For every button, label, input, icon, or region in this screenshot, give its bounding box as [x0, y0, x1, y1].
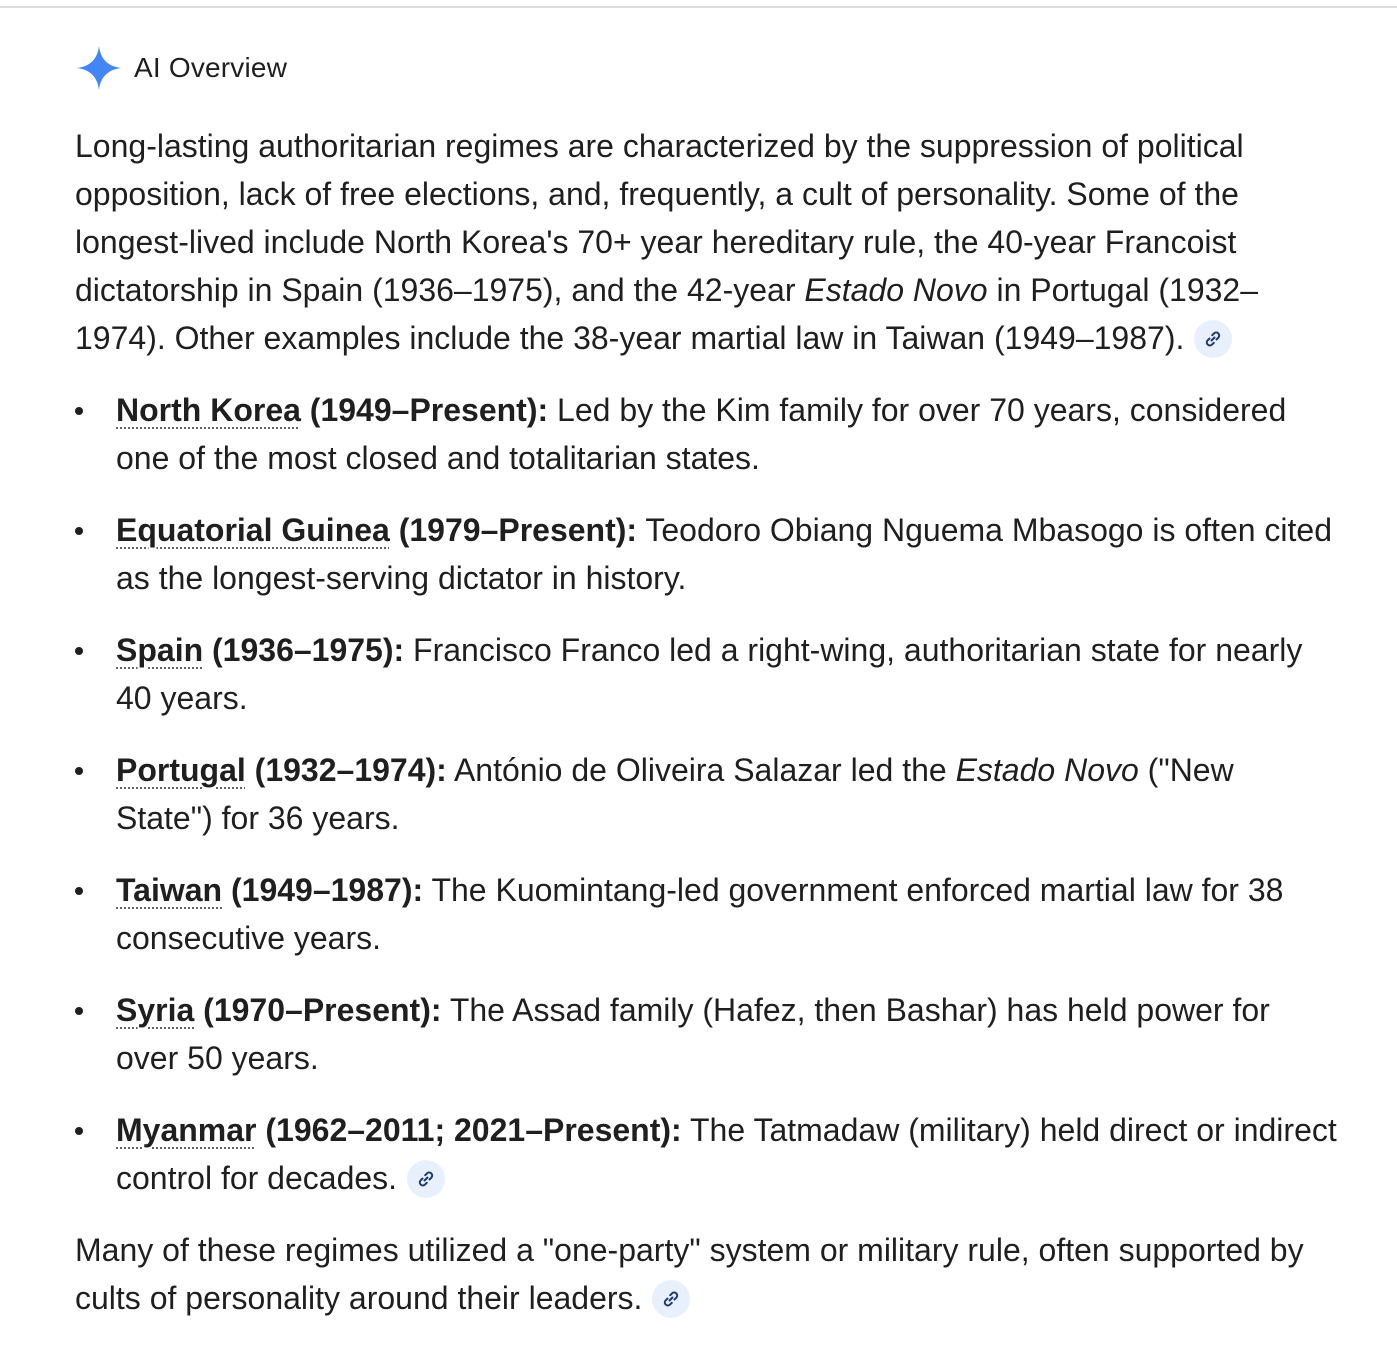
- list-item: [75, 386, 1337, 482]
- source-link-button[interactable]: [1194, 320, 1232, 358]
- item-dates: (1936–1975):: [203, 632, 405, 668]
- item-text: The Assad family (Hafez, then Bashar) has held power for over 50 years.: [116, 992, 1270, 1076]
- sparkle-icon: [76, 45, 122, 91]
- regime-list: [75, 386, 1337, 1202]
- link-icon: [416, 1169, 436, 1189]
- list-item: [75, 626, 1337, 722]
- item-dates: (1970–Present):: [194, 992, 442, 1028]
- closing-text: Many of these regimes utilized a "one-party" system or military rule, often supported by cults of personality around their leaders.: [75, 1232, 1304, 1316]
- term-north-korea[interactable]: North Korea: [116, 392, 301, 428]
- link-icon: [661, 1289, 681, 1309]
- item-text: António de Oliveira Salazar led the: [446, 752, 956, 788]
- list-item: [75, 986, 1337, 1082]
- list-item: [75, 746, 1337, 842]
- item-text: Led by the Kim family for over 70 years, considered one of the most closed and totalitarian states.: [116, 392, 1287, 476]
- closing-paragraph: [75, 1226, 1337, 1322]
- intro-text-2: in Portugal (1932–1974). Other examples include the 38-year martial law in Taiwan (1949–1987).: [75, 272, 1258, 356]
- item-dates: (1949–1987):: [222, 872, 424, 908]
- list-item: [75, 866, 1337, 962]
- bullet-dot: [75, 767, 83, 775]
- link-icon: [1203, 329, 1223, 349]
- term-spain[interactable]: Spain: [116, 632, 204, 668]
- bullet-dot: [75, 527, 83, 535]
- source-link-button[interactable]: [407, 1160, 445, 1198]
- item-text-2: ("New State") for 36 years.: [116, 752, 1234, 836]
- item-text: Francisco Franco led a right-wing, authoritarian state for nearly 40 years.: [116, 632, 1303, 716]
- bullet-dot: [75, 407, 83, 415]
- list-item: [75, 506, 1337, 602]
- bullet-dot: [75, 887, 83, 895]
- bullet-dot: [75, 1127, 83, 1135]
- term-syria[interactable]: Syria: [116, 992, 195, 1028]
- term-equatorial-guinea[interactable]: Equatorial Guinea: [116, 512, 390, 548]
- item-dates: (1932–1974):: [245, 752, 447, 788]
- item-dates: (1979–Present):: [389, 512, 638, 548]
- intro-text-1: Long-lasting authoritarian regimes are characterized by the suppression of political opposition, lack of free elections, and, frequently, a cult of personality. Some of the longest-lived include North Korea's 70+ year hereditary rule, the 40-year Francoist dictatorship in Spain (1936–1975), and the 42-year: [75, 128, 1244, 308]
- term-taiwan[interactable]: Taiwan: [116, 872, 223, 908]
- item-text: Teodoro Obiang Nguema Mbasogo is often cited as the longest-serving dictator in history.: [116, 512, 1333, 596]
- bullet-dot: [75, 647, 83, 655]
- item-text: The Kuomintang-led government enforced martial law for 38 consecutive years.: [116, 872, 1284, 956]
- ai-overview-title: AI Overview: [134, 52, 288, 83]
- item-text: The Tatmadaw (military) held direct or indirect control for decades.: [116, 1112, 1337, 1196]
- term-portugal[interactable]: Portugal: [116, 752, 246, 788]
- intro-paragraph: [75, 122, 1337, 362]
- list-item: [75, 1106, 1337, 1202]
- intro-italic: Estado Novo: [804, 272, 988, 308]
- bullet-dot: [75, 1007, 83, 1015]
- item-italic: Estado Novo: [955, 752, 1139, 788]
- item-dates: (1962–2011; 2021–Present):: [256, 1112, 682, 1148]
- term-myanmar[interactable]: Myanmar: [116, 1112, 257, 1148]
- ai-overview-header: [76, 44, 287, 92]
- item-dates: (1949–Present):: [300, 392, 549, 428]
- source-link-button[interactable]: [652, 1280, 690, 1318]
- overview-content: [75, 122, 1337, 1322]
- top-divider: [0, 6, 1397, 8]
